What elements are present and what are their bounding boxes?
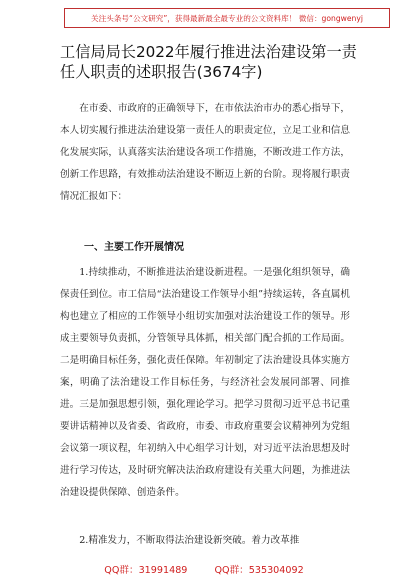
footer-qq-group-1: QQ群：31991489 <box>104 565 188 576</box>
document-title: 工信局局长2022年履行推进法治建设第一责任人职责的述职报告(3674字) <box>60 43 357 81</box>
paragraph-1: 1.持续推动，不断推进法治建设新进程。一是强化组织领导，确保责任到位。市工信局“法治建设工作领导小组”持续运转，各直属机构也建立了相应的工作领导小组切实加强对法治建设工作的领导。形成主要领导负责抓，分管领导具体抓，相关部门配合抓的工作局面。二是明确目标任务，强化责任保障。年初制定了法治建设具体实施方案，明确了法治建设工作目标任务，与经济社会发展同部署、同推进。三是加强思想引领，强化理论学习。把学习贯彻习近平总书记重要讲话精神以及省委、省政府，市委、市政府重要会议精神列为党组会议第一项议程，年初纳入中心组学习计划，对习近平法治思想及时进行学习传达，及时研究解决法治政府建设有关重大问题，为推进法治建设提供保障、创造条件。 <box>60 267 350 498</box>
intro-paragraph: 在市委、市政府的正确领导下，在市依法治市办的悉心指导下，本人切实履行推进法治建设第一责任人的职责定位，立足工业和信息化发展实际，认真落实法治建设各项工作措施，不断改进工作方法，创新工作思路，有效推动法治建设不断迈上新的台阶。现将履行职责情况汇报如下： <box>60 103 350 202</box>
promo-banner-text: 关注头条号“公文研究”，获得最新最全最专业的公文资料库！ 微信：gongwenyj <box>91 13 363 23</box>
footer <box>0 562 408 576</box>
section-heading: 一、主要工作开展情况 <box>84 242 184 253</box>
footer-qq-group-2: QQ群：535304092 <box>214 565 304 576</box>
paragraph-2: 2.精准发力，不断取得法治建设新突破。着力改革推 <box>79 535 300 546</box>
promo-banner[interactable] <box>64 8 390 28</box>
